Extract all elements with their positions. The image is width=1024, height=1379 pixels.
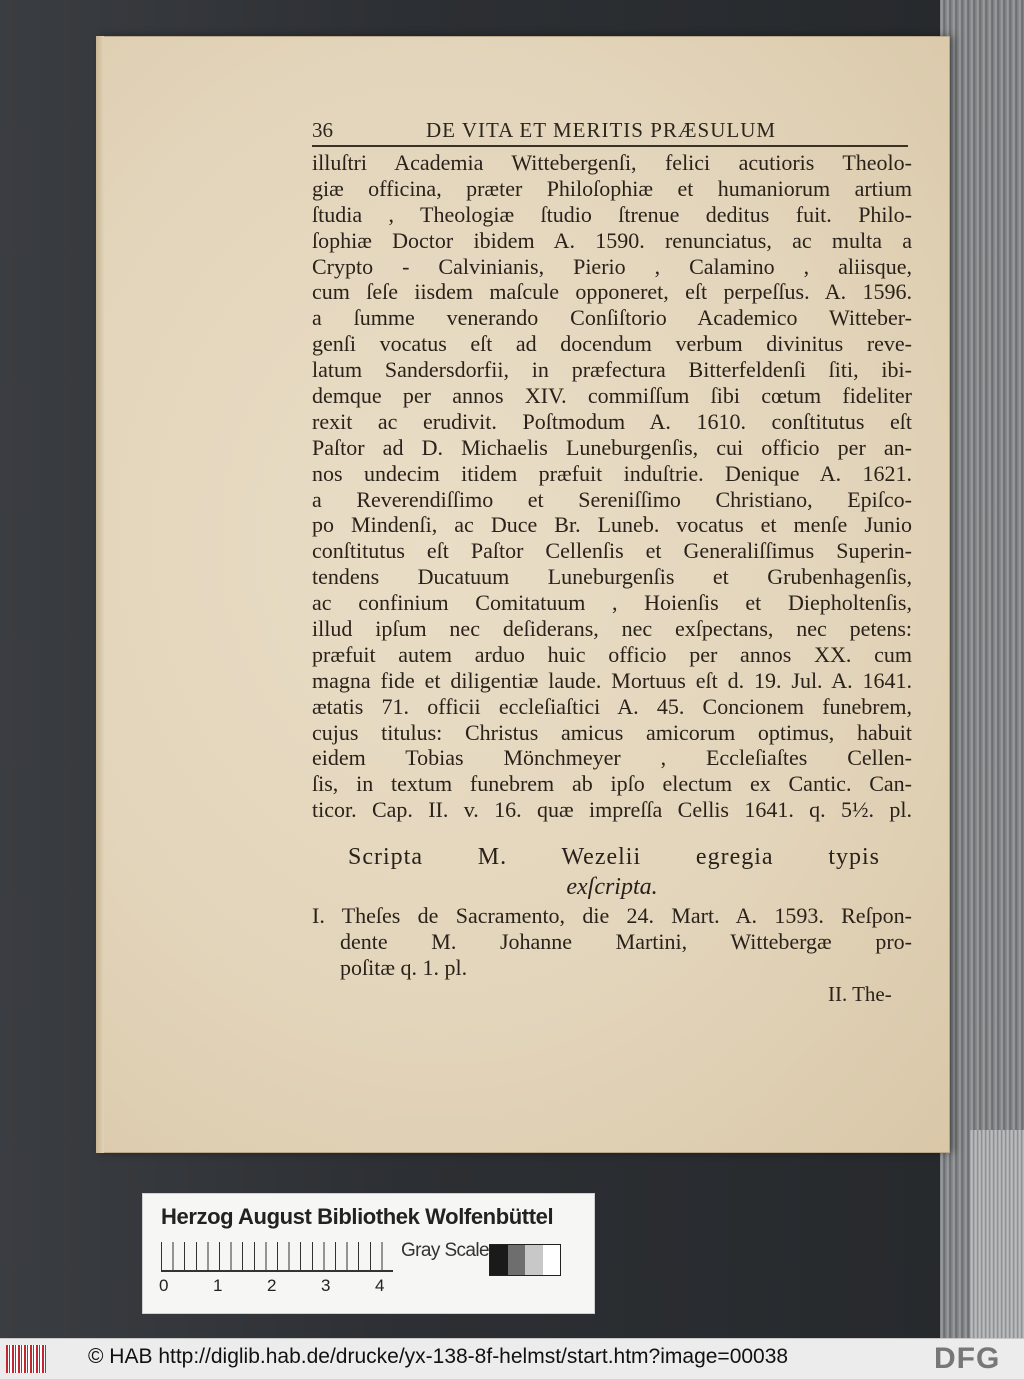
text-line: Crypto - Calvinianis, Pierio , Calamino , aliisque, — [312, 253, 912, 279]
running-title: DE VITA ET MERITIS PRÆSULUM — [426, 118, 777, 142]
text-line: ſophiæ Doctor ibidem A. 1590. renunciatus, ac multa a — [312, 227, 912, 253]
text-line: illuſtri Academia Wittebergenſi, felici acutioris Theolo- — [312, 150, 912, 175]
ruler-number: 0 — [159, 1276, 169, 1295]
measurement-ruler — [161, 1242, 393, 1272]
text-line: ſtudia , Theologiæ ſtudio ſtrenue deditus fuit. Philo- — [312, 201, 912, 227]
color-reference-card — [142, 1193, 595, 1314]
text-line: giæ officina, præter Philoſophiæ et humaniorum artium — [312, 175, 912, 201]
footer-bar — [0, 1338, 1024, 1379]
section-title — [312, 842, 912, 902]
text-line: ſis, in textum funebrem ab ipſo electum ex Cantic. Can- — [312, 771, 912, 797]
text-line: magna fide et diligentiæ laude. Mortuus eſt d. 19. Jul. A. 1641. — [312, 667, 912, 693]
ruler-number: 4 — [375, 1276, 385, 1295]
catchword: II. The- — [828, 982, 892, 1006]
text-line: ac confinium Comitatuum , Hoienſis et Diepholtenſis, — [312, 590, 912, 616]
ruler-number: 2 — [267, 1276, 277, 1295]
hab-barcode-icon — [6, 1345, 46, 1373]
text-line: demque per annos XIV. commiſſum ſibi cœtum fideliter — [312, 383, 912, 409]
text-line: a Reverendiſſimo et Sereniſſimo Christiano, Epiſco- — [312, 486, 912, 512]
text-line: conſtitutus eſt Paſtor Cellenſis et Generaliſſimus Superin- — [312, 538, 912, 564]
text-line: ætatis 71. officii eccleſiaſtici A. 45. Concionem funebrem, — [312, 693, 912, 719]
section-title-line-1: Scripta M. Wezelii egregia typis — [348, 844, 880, 870]
entry-line: dente M. Johanne Martini, Wittebergæ pro- — [340, 929, 912, 954]
text-line: ticor. Cap. II. v. 16. quæ impreſſa Cellis 1641. q. 5½. pl. — [312, 797, 912, 823]
head-rule — [312, 145, 908, 147]
text-line: eidem Tobias Mönchmeyer , Eccleſiaſtes Cellen- — [312, 745, 912, 771]
text-line: Paſtor ad D. Michaelis Luneburgenſis, cui officio per an- — [312, 434, 912, 460]
body-text — [312, 150, 912, 823]
entry-line: poſitæ q. 1. pl. — [340, 955, 468, 980]
library-name: Herzog August Bibliothek Wolfenbüttel — [161, 1204, 554, 1229]
entry-list — [312, 903, 912, 981]
text-line: po Mindenſi, ac Duce Br. Luneb. vocatus et menſe Junio — [312, 512, 912, 538]
page-number: 36 — [312, 118, 333, 142]
entry-line: I. Theſes de Sacramento, die 24. Mart. A. 1593. Reſpon- — [312, 903, 912, 928]
running-head — [312, 116, 912, 146]
text-line: cum ſeſe iisdem maſcule opponeret, eſt perpeſſus. A. 1596. — [312, 279, 912, 305]
ruler-number: 1 — [213, 1276, 223, 1295]
gray-swatch — [543, 1245, 561, 1275]
ruler-number: 3 — [321, 1276, 331, 1295]
text-line: latum Sandersdorfii, in præfectura Bitterfeldenſi ſiti, ibi- — [312, 357, 912, 383]
text-line: genſi vocatus eſt ad docendum verbum divinitus reve- — [312, 331, 912, 357]
book-edge-lower — [970, 1130, 1024, 1338]
gray-swatch — [508, 1245, 526, 1275]
text-line: cujus titulus: Christus amicus amicorum optimus, habuit — [312, 719, 912, 745]
text-line: illud ipſum nec deſiderans, nec exſpectans, nec petens: — [312, 616, 912, 642]
gray-scale-label: Gray Scale — [401, 1240, 489, 1261]
dfg-logo: DFG — [934, 1342, 1001, 1375]
gray-scale-swatches — [489, 1244, 561, 1276]
text-line: tendens Ducatuum Luneburgenſis et Grubenhagenſis, — [312, 564, 912, 590]
text-line: præfuit autem arduo huic officio per annos XX. cum — [312, 641, 912, 667]
text-line: a ſumme venerando Conſiſtorio Academico Witteber- — [312, 305, 912, 331]
copyright-url[interactable]: © HAB http://diglib.hab.de/drucke/yx-138-8f-helmst/start.htm?image=00038 — [88, 1345, 789, 1368]
text-line: rexit ac erudivit. Poſtmodum A. 1610. conſtitutus eſt — [312, 408, 912, 434]
gray-swatch — [525, 1245, 543, 1275]
text-line: nos undecim itidem præfuit induſtrie. Denique A. 1621. — [312, 460, 912, 486]
gray-swatch — [490, 1245, 508, 1275]
section-title-line-2: exſcripta. — [566, 874, 658, 900]
